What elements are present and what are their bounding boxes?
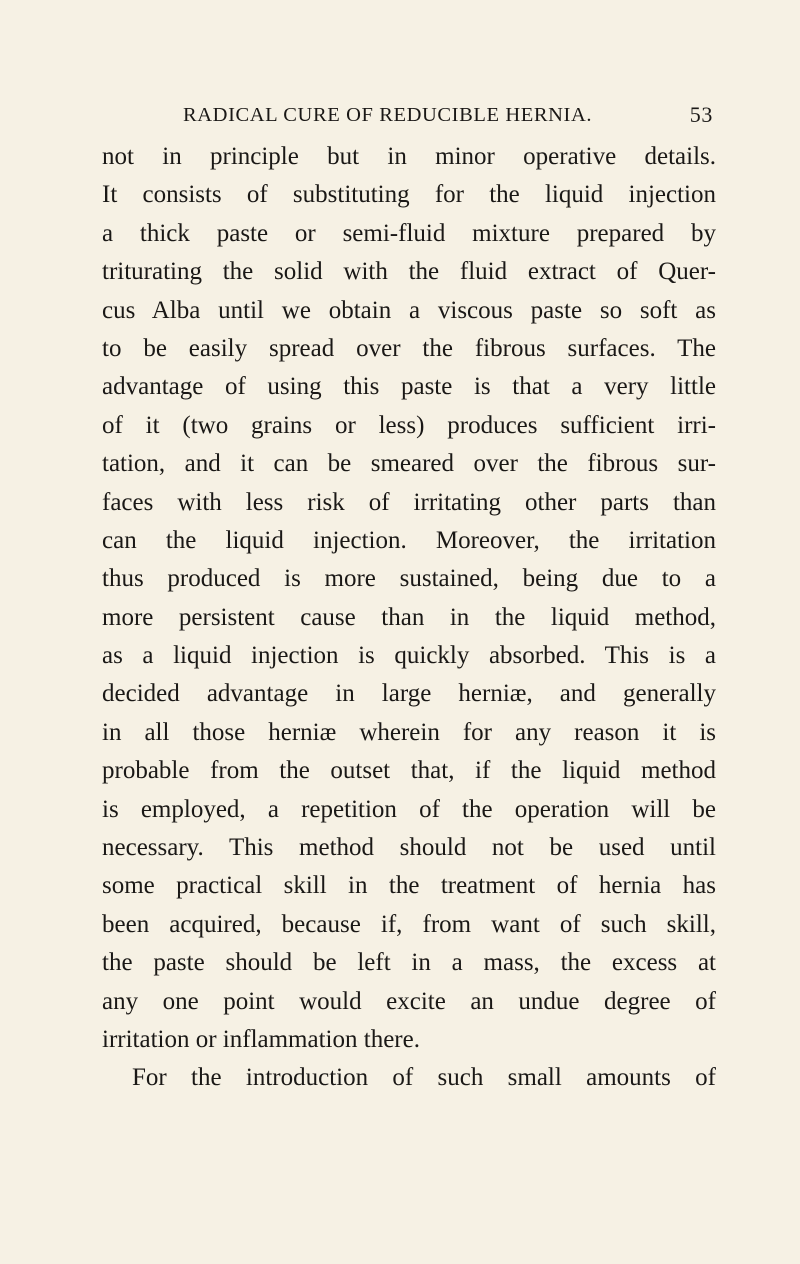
text-line: probable from the outset that, if the liquid method — [102, 757, 716, 785]
text-line: any one point would excite an undue degree of — [102, 987, 716, 1015]
text-line: a thick paste or semi-fluid mixture prepared by — [102, 219, 716, 247]
body-text — [102, 138, 716, 1098]
text-line: tation, and it can be smeared over the fibrous sur- — [102, 450, 716, 478]
text-line: some practical skill in the treatment of hernia has — [102, 872, 716, 900]
text-line: is employed, a repetition of the operation will be — [102, 795, 716, 823]
text-line: of it (two grains or less) produces sufficient irri- — [102, 411, 716, 439]
running-head — [183, 97, 713, 133]
text-line: the paste should be left in a mass, the excess at — [102, 949, 716, 977]
running-head-title: RADICAL CURE OF REDUCIBLE HERNIA. — [183, 104, 593, 126]
text-line: to be easily spread over the fibrous surfaces. The — [102, 334, 716, 362]
paragraph-end-line: irritation or inflammation there. — [102, 1025, 420, 1053]
text-line: can the liquid injection. Moreover, the irritation — [102, 526, 716, 554]
text-line: as a liquid injection is quickly absorbed. This is a — [102, 642, 716, 670]
text-line: It consists of substituting for the liquid injection — [102, 181, 716, 209]
text-line: thus produced is more sustained, being due to a — [102, 565, 716, 593]
text-line: cus Alba until we obtain a viscous paste so soft as — [102, 296, 716, 324]
text-line: triturating the solid with the fluid extract of Quer- — [102, 258, 716, 286]
text-line: not in principle but in minor operative details. — [102, 143, 716, 170]
text-line: faces with less risk of irritating other parts than — [102, 488, 716, 516]
text-line: more persistent cause than in the liquid method, — [102, 603, 716, 631]
text-line: in all those herniæ wherein for any reason it is — [102, 718, 716, 746]
text-line: decided advantage in large herniæ, and generally — [102, 680, 716, 708]
paragraph-start-line: For the introduction of such small amounts of — [132, 1064, 716, 1092]
text-line: necessary. This method should not be used until — [102, 834, 716, 862]
page-number: 53 — [689, 102, 713, 127]
text-line: been acquired, because if, from want of such skill, — [102, 910, 716, 938]
text-line: advantage of using this paste is that a very little — [102, 373, 716, 401]
